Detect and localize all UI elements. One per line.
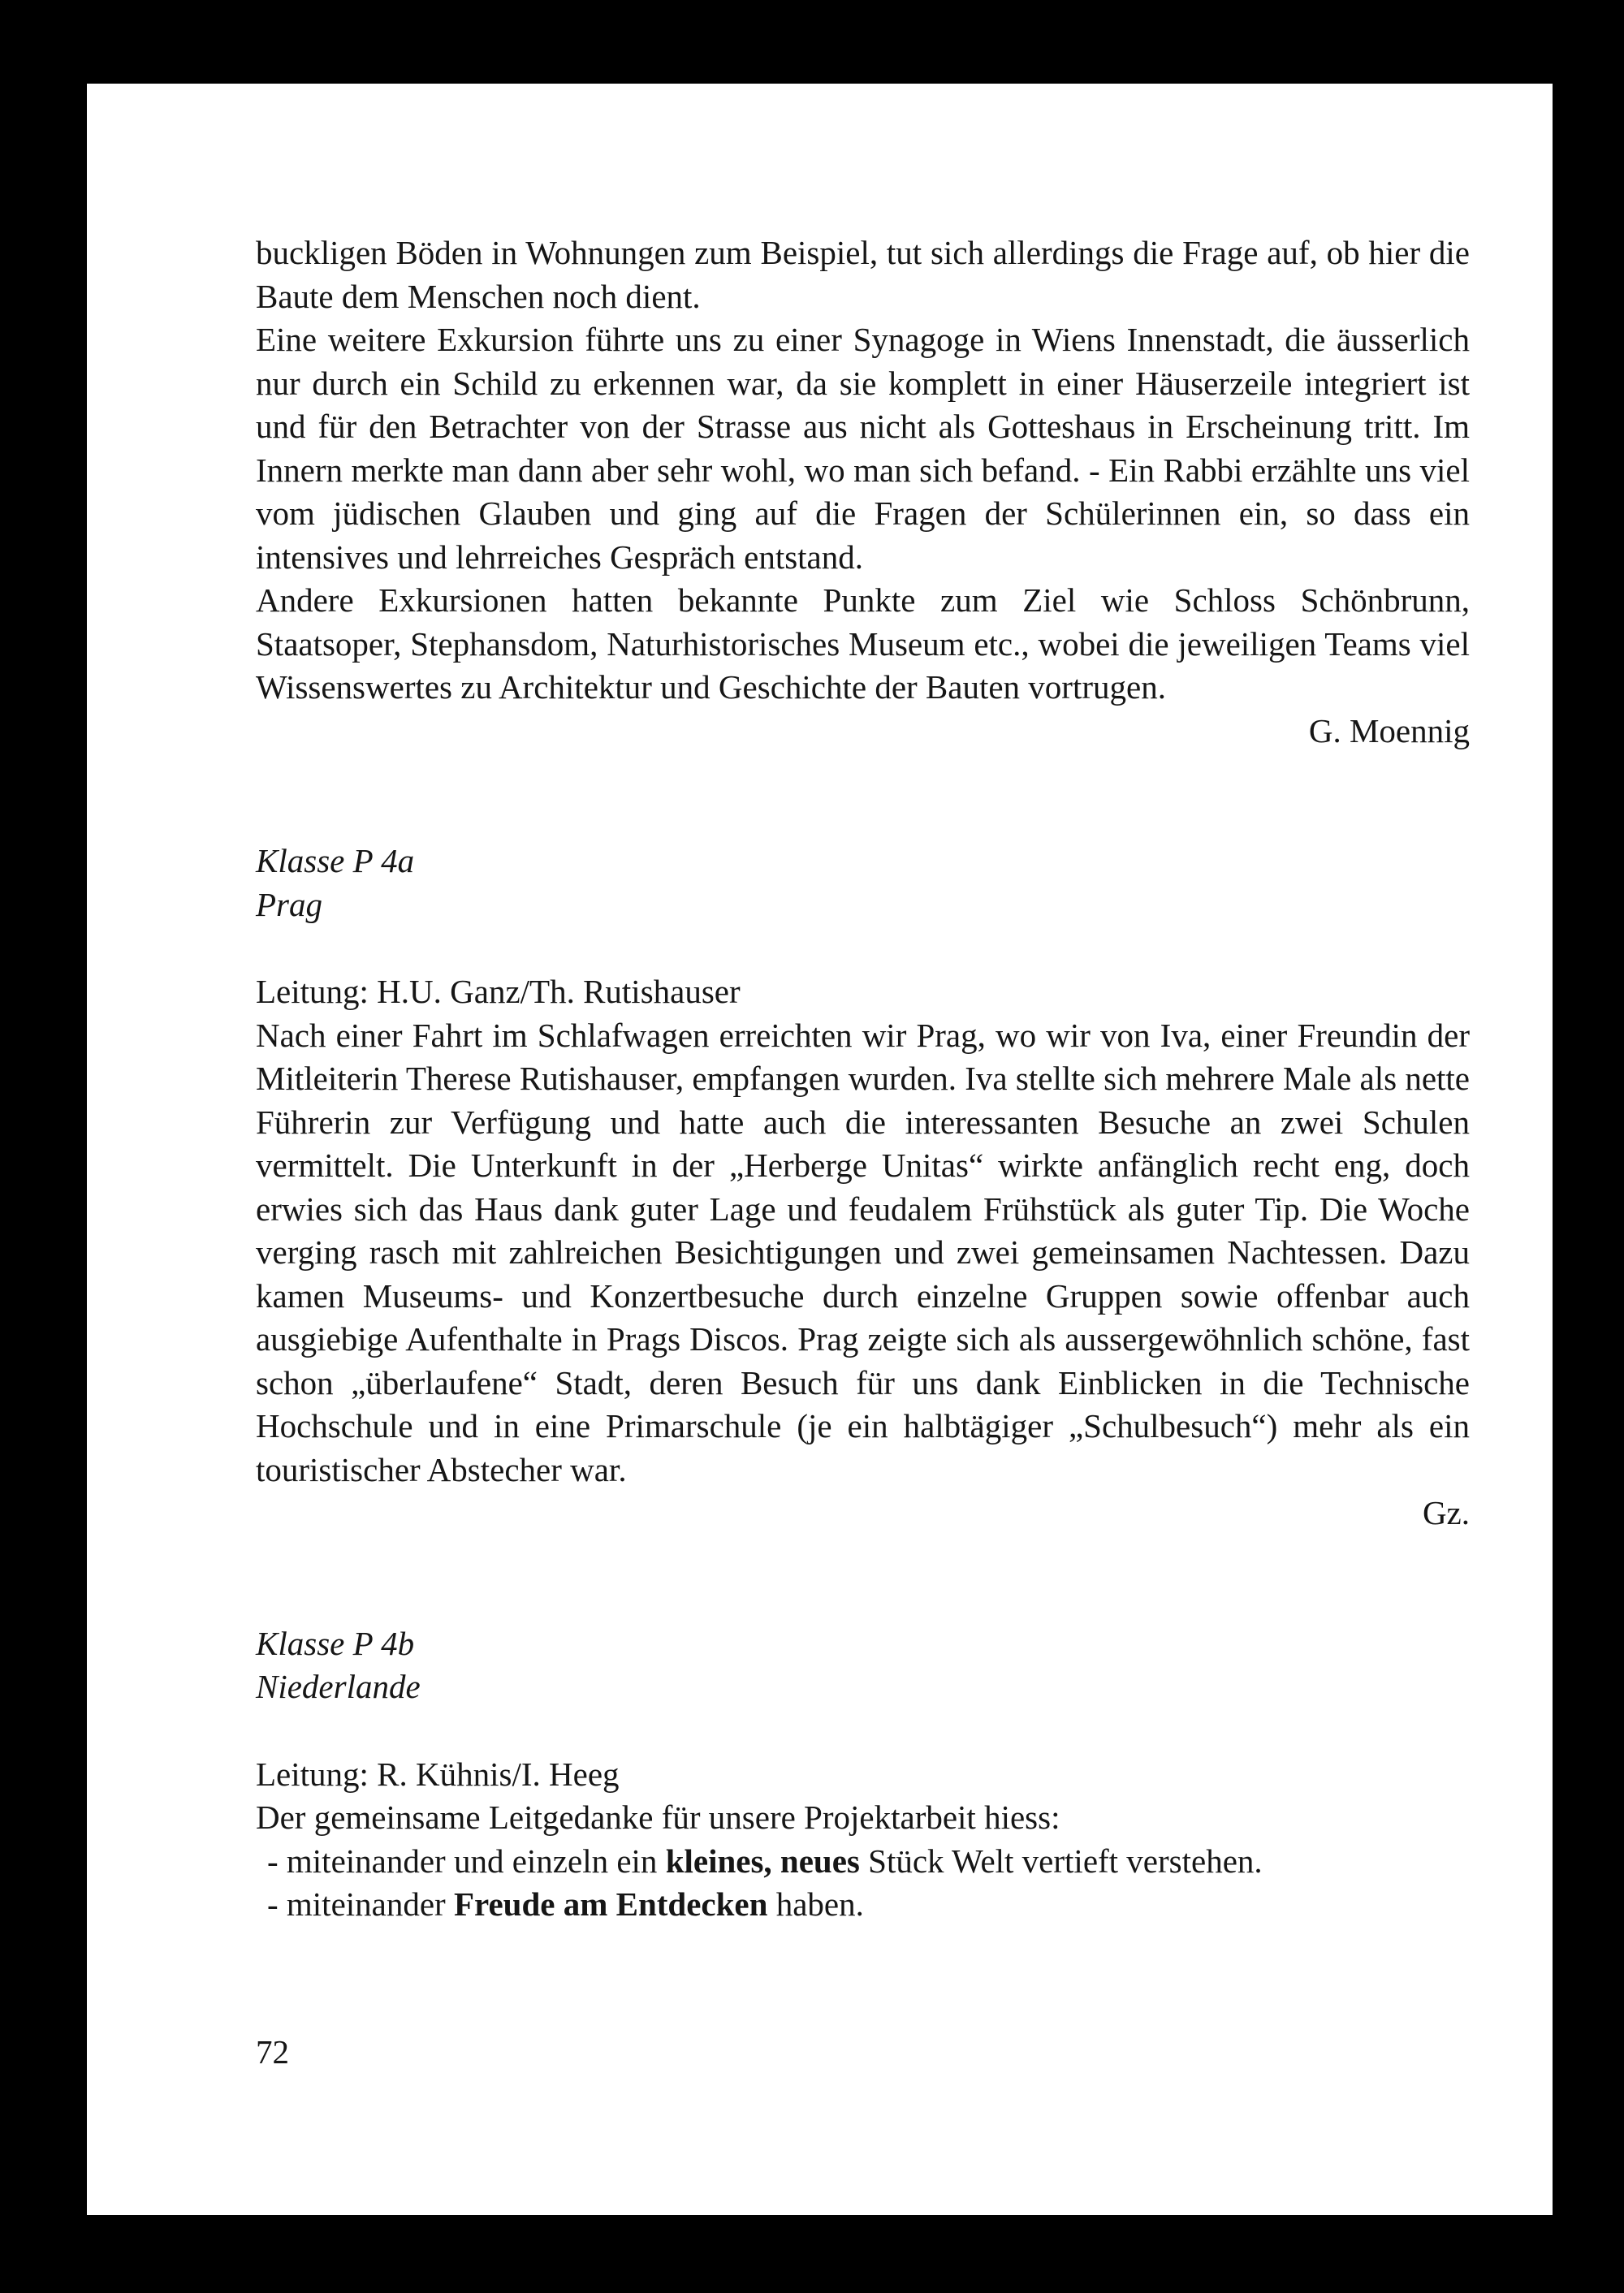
document-page — [87, 84, 1553, 2215]
prag-class-heading: Klasse P 4a — [256, 842, 415, 879]
section-spacer — [256, 1709, 1470, 1753]
list-item-suffix: haben. — [767, 1885, 864, 1923]
niederlande-class-heading: Klasse P 4b — [256, 1624, 415, 1662]
section-spacer — [256, 753, 1470, 840]
leitgedanke-list — [256, 1840, 1470, 1927]
prag-leitung: Leitung: H.U. Ganz/Th. Rutishauser — [256, 973, 741, 1010]
vienna-paragraph-3: Andere Exkursionen hatten bekannte Punkte zum Ziel wie Schloss Schönbrunn, Staatsoper, Stephansdom, Naturhistorisches Museum etc., wobei die jeweiligen Teams viel Wissenswertes zu Architektur und Geschichte der Bauten vortrugen. — [256, 581, 1470, 706]
vienna-paragraph-1: buckligen Böden in Wohnungen zum Beispiel, tut sich allerdings die Frage auf, ob hier die Baute dem Menschen noch dient. — [256, 234, 1470, 315]
list-item-prefix: - miteinander und einzeln ein — [267, 1842, 666, 1880]
niederlande-leitung: Leitung: R. Kühnis/I. Heeg — [256, 1755, 620, 1793]
list-item-emphasis: Freude am Entdecken — [453, 1885, 768, 1923]
vienna-signature: G. Moennig — [1308, 711, 1470, 749]
vienna-paragraph-2: Eine weitere Exkursion führte uns zu einer Synagoge in Wiens Innenstadt, die äusserlich nur durch ein Schild zu erkennen war, da sie komplett in einer Häuserzeile integriert ist und für den Betrachter von der Strasse aus nicht als Gotteshaus in Erscheinung tritt. Im Innern merkte man dann aber sehr wohl, wo man sich befand. - Ein Rabbi erzählte uns viel vom jüdischen Glauben und ging auf die Fragen der Schülerinnen ein, so dass ein intensives und lehrreiches Gespräch entstand. — [256, 321, 1470, 576]
list-item-emphasis: kleines, neues — [665, 1842, 860, 1880]
list-item — [256, 1883, 1470, 1927]
prag-body: Nach einer Fahrt im Schlafwagen erreichten wir Prag, wo wir von Iva, einer Freundin der Mitleiterin Therese Rutishauser, empfangen wurden. Iva stellte sich mehrere Male als nette Führerin zur Verfügung und hatte auch die interessanten Besuche an zwei Schulen vermittelt. Die Unterkunft in der „Herberge Unitas“ wirkte anfänglich recht eng, doch erwies sich das Haus dank guter Lage und feudalem Frühstück als guter Tip. Die Woche verging rasch mit zahlreichen Besichtigungen und zwei gemeinsamen Nachtessen. Dazu kamen Museums- und Konzertbesuche durch einzelne Gruppen sowie offenbar auch ausgiebige Aufenthalte in Prags Discos. Prag zeigte sich als aussergewöhnlich schöne, fast schon „überlaufene“ Stadt, deren Besuch für uns dank Einblicken in die Technische Hochschule und in eine Primarschule (je ein halbtägiger „Schulbesuch“) mehr als ein touristischer Abstecher war. — [256, 1016, 1470, 1488]
text-column — [256, 231, 1470, 1927]
list-item — [256, 1840, 1470, 1884]
page-number: 72 — [256, 2033, 289, 2071]
section-spacer — [256, 1535, 1470, 1622]
prag-destination-heading: Prag — [256, 885, 322, 923]
niederlande-intro: Der gemeinsame Leitgedanke für unsere Projektarbeit hiess: — [256, 1799, 1060, 1836]
list-item-suffix: Stück Welt vertieft verstehen. — [859, 1842, 1263, 1880]
list-item-prefix: - miteinander — [267, 1885, 454, 1923]
niederlande-destination-heading: Niederlande — [256, 1668, 421, 1705]
section-spacer — [256, 926, 1470, 970]
prag-signature: Gz. — [1422, 1494, 1470, 1531]
